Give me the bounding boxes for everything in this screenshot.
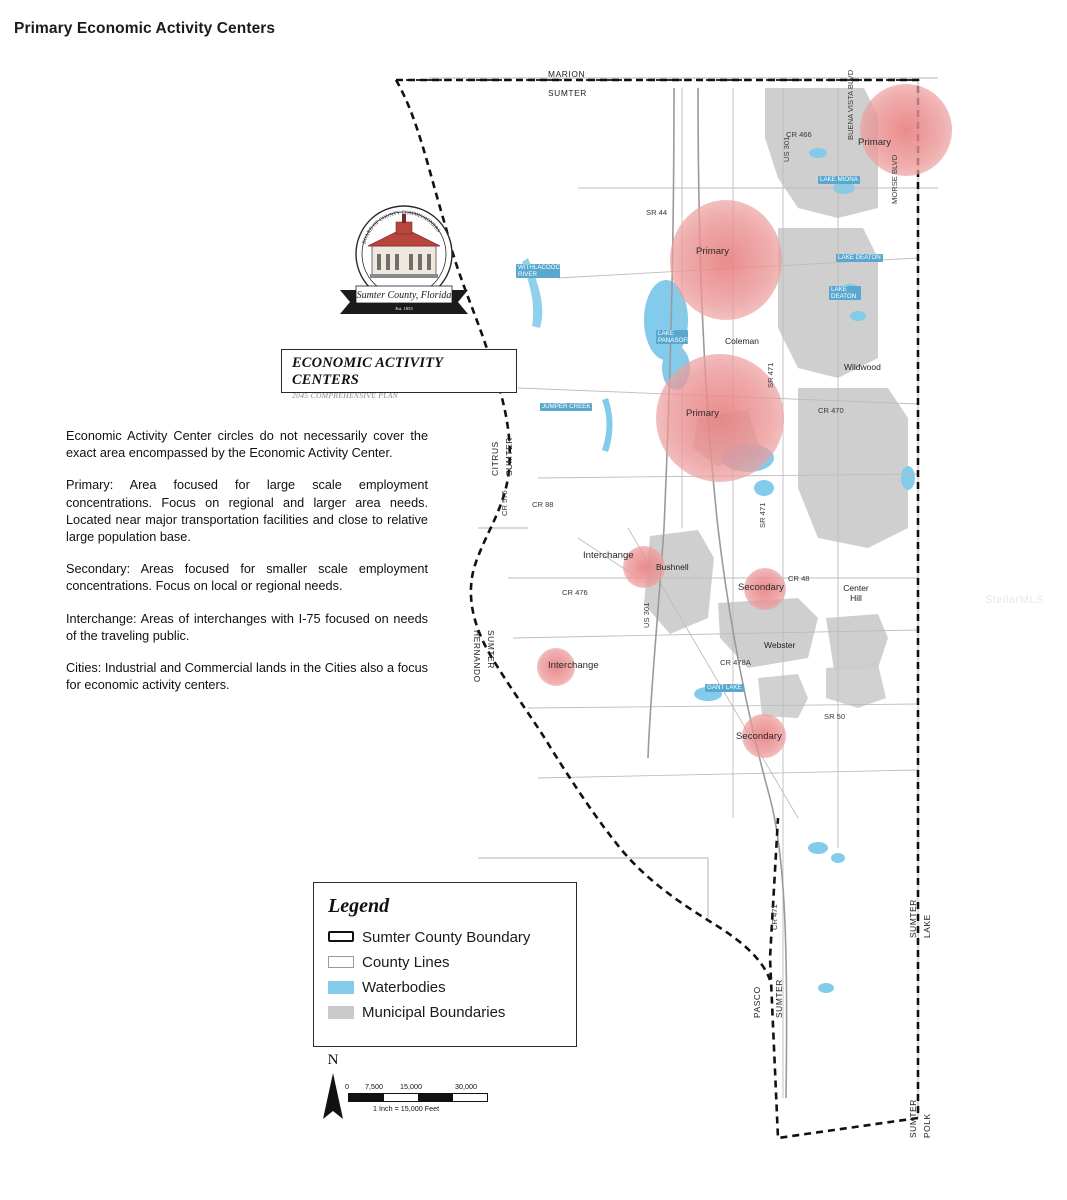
description-paragraph-note: Economic Activity Center circles do not necessarily cover the exact area encompassed by the Economic Activity Center.	[66, 429, 428, 461]
activity-center-label: Interchange	[583, 550, 634, 561]
page-title: Primary Economic Activity Centers	[14, 20, 276, 37]
county-label-sumter-far-south: SUMTER	[908, 1099, 918, 1138]
municipal-swatch-icon	[328, 1006, 354, 1020]
place-label-bushnell: Bushnell	[656, 562, 689, 572]
water-label-gant-lake: GANT LAKE	[707, 684, 742, 691]
legend-item-label: County Lines	[362, 954, 450, 971]
legend-item-county-lines	[328, 950, 576, 975]
road-label-cr476: CR 476	[562, 588, 588, 597]
eac-card-title: ECONOMIC ACTIVITY CENTERS	[292, 355, 443, 388]
boundary-swatch-icon	[328, 931, 354, 945]
road-label-cr478a: CR 478A	[720, 658, 751, 667]
county-label-sumter-east: SUMTER	[908, 899, 918, 938]
activity-center-circle-primary-mid	[670, 200, 782, 320]
place-label-wildwood: Wildwood	[844, 362, 881, 372]
activity-center-label: Primary	[696, 246, 730, 257]
road-label-buena-vista-blvd: BUENA VISTA BLVD	[846, 69, 855, 140]
place-label-webster: Webster	[764, 640, 796, 650]
north-arrow-icon	[320, 1071, 346, 1121]
legend	[313, 882, 577, 1047]
activity-center-circle-primary-north	[860, 84, 952, 176]
sumter-county-seal	[310, 198, 510, 348]
activity-center-label: Primary	[858, 137, 892, 148]
county-label-marion: MARION	[548, 69, 586, 79]
road-label-us301-north: US 301	[782, 136, 791, 162]
scale-tick: 30,000	[455, 1082, 477, 1091]
activity-center-circle-primary-south	[656, 354, 784, 482]
road-label-cr88: CR 88	[532, 500, 554, 509]
legend-item-waterbodies	[328, 975, 576, 1000]
place-label-coleman: Coleman	[725, 336, 760, 346]
activity-center-label: Secondary	[738, 582, 784, 593]
county-label-polk: POLK	[922, 1113, 932, 1138]
scale-bar-graphic	[348, 1093, 488, 1102]
road-label-cr48: CR 48	[788, 574, 810, 583]
place-label-center-hill: Center Hill	[843, 583, 869, 603]
road-label-sr50: SR 50	[824, 712, 846, 721]
county-label-pasco: PASCO	[752, 986, 762, 1018]
description-paragraph-cities: Cities: Industrial and Commercial lands in the Cities also a focus for economic activity centers.	[66, 661, 428, 693]
county-lines-swatch-icon	[328, 956, 354, 970]
eac-card-subtitle: 2045 COMPREHENSIVE PLAN	[292, 391, 399, 400]
description-block	[66, 428, 428, 694]
description-paragraph-primary: Primary: Area focused for large scale employment concentrations. Focus on regional and larger area needs. Located near major transportation facilities and close to relative large population base.	[66, 478, 428, 545]
scale-tick: 0	[345, 1082, 349, 1091]
county-label-sumter-west: SUMTER	[504, 437, 514, 476]
road-label-cr471-south: CR 471	[770, 904, 779, 930]
county-label-sumter-north: SUMTER	[548, 88, 587, 98]
road-label-sr471: SR 471	[758, 502, 767, 528]
activity-center-label: Primary	[686, 408, 720, 419]
road-label-cr470: CR 470	[818, 406, 844, 415]
scale-bar	[345, 1082, 493, 1113]
legend-item-municipal-boundaries	[328, 1000, 576, 1025]
scale-tick: 7,500	[365, 1082, 383, 1091]
waterbodies-swatch-icon	[328, 981, 354, 995]
legend-item-label: Waterbodies	[362, 979, 446, 996]
activity-center-label: Interchange	[548, 660, 599, 671]
scale-tick: 15,000	[400, 1082, 422, 1091]
watermark: StellarMLS	[985, 594, 1044, 606]
water-label-withlacoochee-river: WITHLACOOCHEE RIVER	[518, 264, 573, 278]
road-label-us301-south: US 301	[642, 602, 651, 628]
svg-text:Est. 1853: Est. 1853	[395, 306, 413, 311]
road-label-morse-blvd: MORSE BLVD	[890, 154, 899, 204]
svg-text:Sumter County, Florida: Sumter County, Florida	[356, 290, 452, 301]
road-label-cr466: CR 466	[786, 130, 812, 139]
seal-graphic	[324, 202, 484, 326]
activity-center-label: Secondary	[736, 731, 782, 742]
county-label-sumter-southeast: SUMTER	[774, 979, 784, 1018]
north-label: N	[327, 1052, 339, 1068]
economic-activity-centers-card	[281, 349, 517, 400]
water-label-jumper-creek: JUMPER CREEK	[542, 403, 591, 410]
scale-tick-labels	[345, 1082, 493, 1093]
water-label-lake-sumter-landing: LAKE DEATON	[838, 254, 881, 261]
scale-caption: 1 Inch = 15,000 Feet	[373, 1104, 440, 1113]
legend-item-label: Sumter County Boundary	[362, 929, 531, 946]
description-paragraph-secondary: Secondary: Areas focused for smaller scale employment concentrations. Focus on local or regional needs.	[66, 562, 428, 594]
legend-item-sumter-county-boundary	[328, 925, 576, 950]
county-label-sumter-southwest: SUMTER	[486, 630, 496, 669]
water-label-lake-panasoffkee: LAKE PANASOFFKEE	[658, 330, 704, 344]
road-label-sr471-mid: SR 471	[766, 362, 775, 388]
svg-text:BOARD OF COUNTY COMMISSIONERS: BOARD OF COUNTY COMMISSIONERS	[361, 209, 442, 245]
water-label-lake-miona: LAKE MIONA	[820, 176, 858, 183]
legend-item-label: Municipal Boundaries	[362, 1004, 506, 1021]
county-label-citrus: CITRUS	[490, 441, 500, 476]
road-label-cr575: CR 575	[500, 490, 509, 516]
county-label-lake: LAKE	[922, 914, 932, 938]
county-label-hernando: HERNANDO	[472, 630, 482, 683]
road-label-sr44: SR 44	[646, 208, 668, 217]
description-paragraph-interchange: Interchange: Areas of interchanges with I-75 focused on needs of the traveling public.	[66, 611, 428, 643]
water-label-lake-deaton: LAKE DEATON	[829, 286, 861, 300]
legend-title: Legend	[328, 895, 390, 917]
